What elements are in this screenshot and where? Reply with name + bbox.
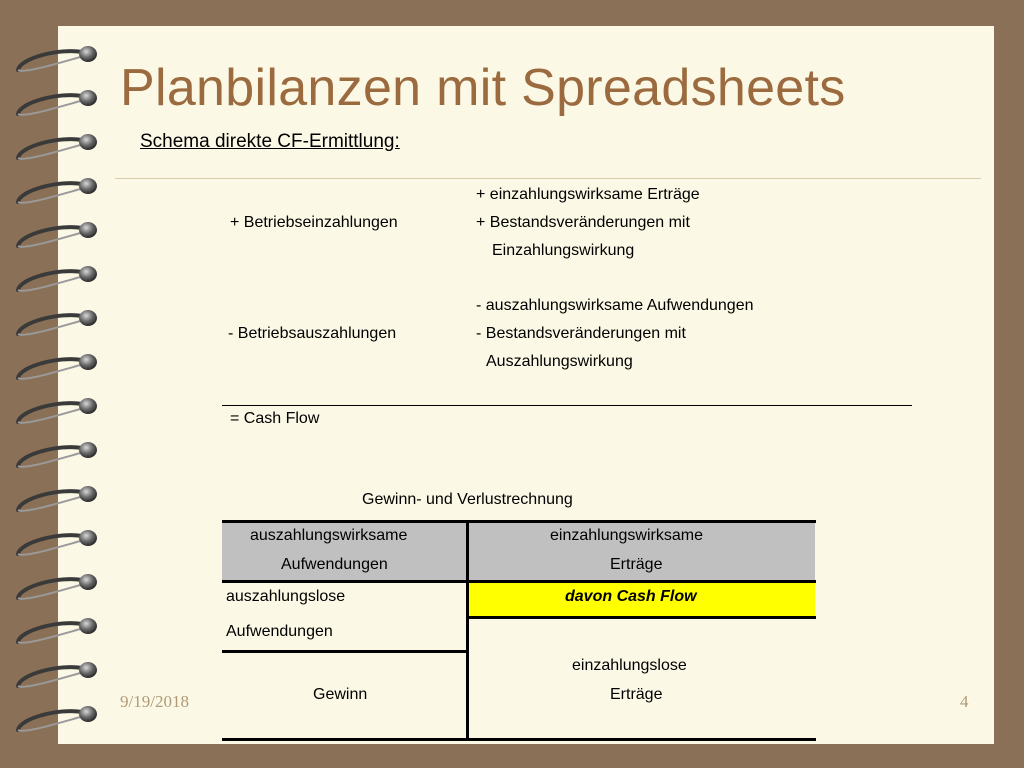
spiral-wire-icon [18, 227, 82, 246]
guv-right-bottom-line2: Erträge [610, 686, 663, 703]
inflows-line-1: + einzahlungswirksame Erträge [476, 186, 700, 203]
guv-left-header-line1: auszahlungswirksame [250, 527, 408, 544]
guv-top-rule [222, 520, 816, 523]
spiral-wire-icon [18, 667, 82, 686]
guv-header-rule [222, 580, 816, 583]
outflows-line-1: - auszahlungswirksame Aufwendungen [476, 297, 754, 314]
spiral-binding-icon [0, 0, 110, 768]
spiral-wire-icon [18, 95, 82, 114]
guv-left-header-line2: Aufwendungen [281, 556, 388, 573]
binding-hole-icon [79, 618, 97, 634]
guv-profit-label: Gewinn [313, 686, 368, 703]
guv-right-bottom-line1: einzahlungslose [572, 657, 687, 674]
spiral-wire-icon [18, 535, 82, 554]
spiral-wire-icon [18, 403, 82, 422]
binding-hole-icon [79, 354, 97, 370]
binding-hole-icon [79, 442, 97, 458]
guv-title: Gewinn- und Verlustrechnung [362, 491, 573, 508]
spiral-wire-icon [18, 183, 82, 202]
binding-hole-icon [79, 178, 97, 194]
binding-hole-icon [79, 222, 97, 238]
binding-hole-icon [79, 310, 97, 326]
inflows-label: + Betriebseinzahlungen [230, 214, 398, 231]
guv-right-header-line1: einzahlungswirksame [550, 527, 703, 544]
slide-title: Planbilanzen mit Spreadsheets [120, 59, 846, 117]
spiral-wire-icon [18, 623, 82, 642]
binding-hole-icon [79, 134, 97, 150]
slide-subtitle: Schema direkte CF-Ermittlung: [140, 131, 400, 152]
spiral-wire-icon [18, 51, 82, 70]
spiral-wire-icon [18, 711, 82, 730]
cash-flow-highlight-label: davon Cash Flow [565, 588, 697, 605]
footer-page-number: 4 [960, 692, 969, 711]
binding-hole-icon [79, 662, 97, 678]
binding-hole-icon [79, 90, 97, 106]
inflows-line-2: + Bestandsveränderungen mit [476, 214, 690, 231]
guv-left-mid-rule [222, 650, 469, 653]
binding-hole-icon [79, 486, 97, 502]
footer-date: 9/19/2018 [120, 692, 189, 711]
guv-center-divider [466, 520, 469, 741]
guv-left-mid-line1: auszahlungslose [226, 588, 346, 605]
spiral-wire-icon [18, 447, 82, 466]
binding-hole-icon [79, 46, 97, 62]
binding-hole-icon [79, 574, 97, 590]
spiral-wire-icon [18, 139, 82, 158]
outflows-line-2: - Bestandsveränderungen mit [476, 325, 686, 342]
title-divider [115, 178, 981, 179]
cash-flow-result: = Cash Flow [230, 410, 320, 427]
spiral-wire-icon [18, 579, 82, 598]
guv-left-mid-line2: Aufwendungen [226, 623, 333, 640]
outflows-line-3: Auszahlungswirkung [486, 353, 633, 370]
guv-highlight-rule [469, 616, 816, 619]
spiral-wire-icon [18, 491, 82, 510]
sum-rule [222, 405, 912, 406]
spiral-wire-icon [18, 271, 82, 290]
guv-right-header-line2: Erträge [610, 556, 663, 573]
binding-hole-icon [79, 266, 97, 282]
outflows-label: - Betriebsauszahlungen [228, 325, 397, 342]
binding-hole-icon [79, 706, 97, 722]
guv-bottom-rule [222, 738, 816, 741]
spiral-wire-icon [18, 315, 82, 334]
binding-hole-icon [79, 530, 97, 546]
binding-hole-icon [79, 398, 97, 414]
spiral-wire-icon [18, 359, 82, 378]
inflows-line-3: Einzahlungswirkung [492, 242, 635, 259]
